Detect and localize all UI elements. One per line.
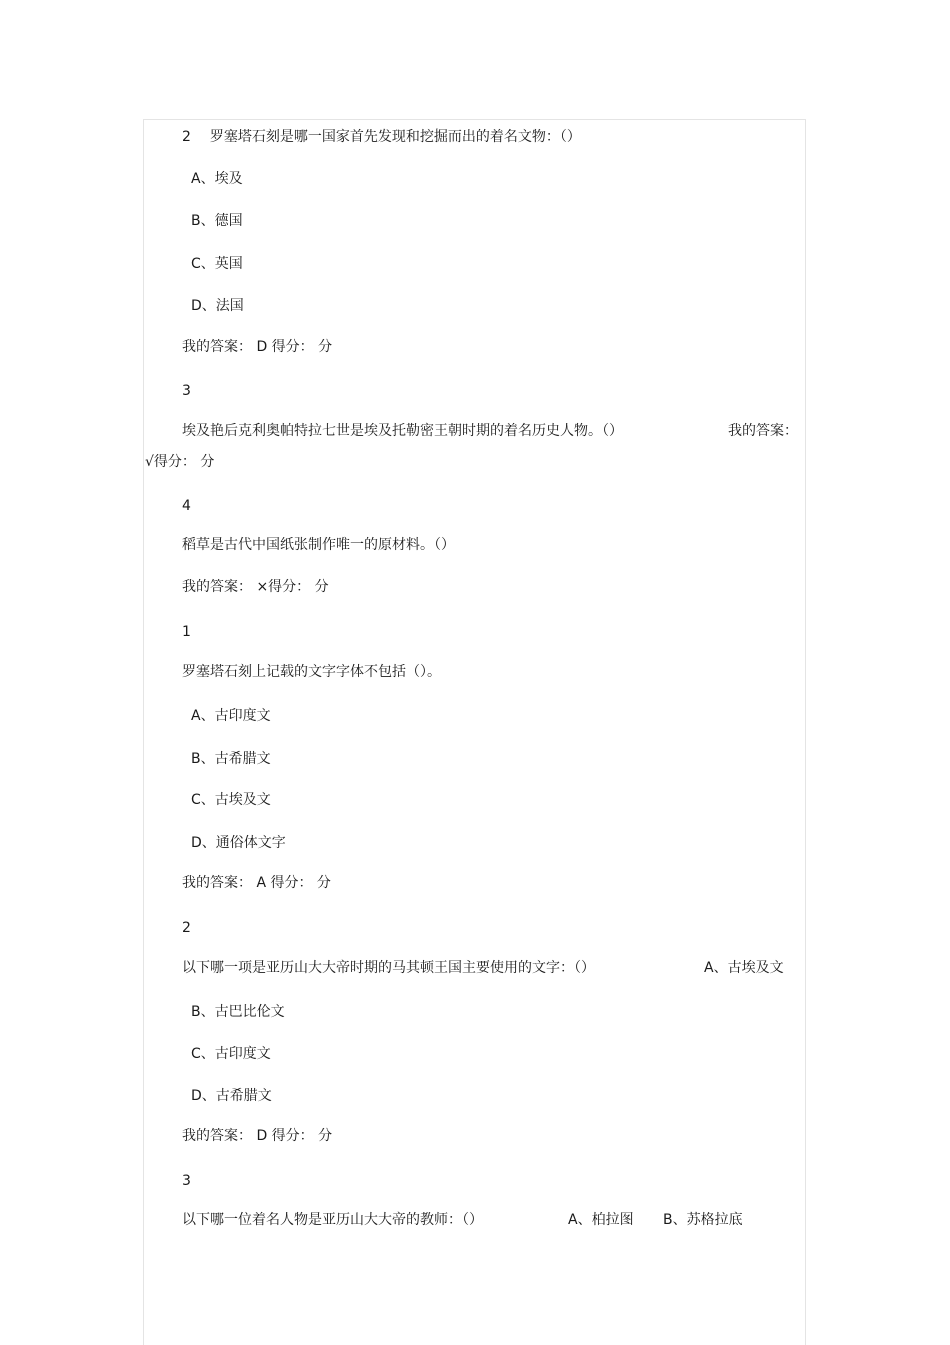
question-number: 1 — [182, 624, 191, 640]
option-c: C、古印度文 — [191, 1046, 271, 1062]
answer-line: √得分： 分 — [145, 454, 215, 470]
option-b: B、苏格拉底 — [663, 1212, 743, 1228]
option-d: D、通俗体文字 — [191, 835, 286, 851]
option-a: A、古印度文 — [191, 708, 271, 724]
option-a: A、古埃及文 — [704, 960, 784, 976]
answer-line: 我的答案： D 得分： 分 — [182, 1128, 333, 1144]
option-c: C、英国 — [191, 256, 243, 272]
question-number: 2 — [182, 920, 191, 936]
option-d: D、法国 — [191, 298, 244, 314]
question-text: 以下哪一位着名人物是亚历山大大帝的教师：（） — [182, 1212, 483, 1228]
option-b: B、古巴比伦文 — [191, 1004, 285, 1020]
question-number: 4 — [182, 498, 191, 514]
question-line — [182, 128, 581, 146]
answer-line: 我的答案： A 得分： 分 — [182, 875, 331, 891]
question-number: 3 — [182, 1173, 191, 1189]
option-d: D、古希腊文 — [191, 1088, 272, 1104]
option-b: B、古希腊文 — [191, 751, 271, 767]
option-a: A、埃及 — [191, 171, 243, 187]
option-a: A、柏拉图 — [568, 1212, 634, 1228]
question-number: 3 — [182, 383, 191, 399]
question-text: 罗塞塔石刻是哪一国家首先发现和挖掘而出的着名文物：（） — [209, 129, 581, 145]
question-text: 埃及艳后克利奥帕特拉七世是埃及托勒密王朝时期的着名历史人物。（） — [182, 423, 623, 439]
answer-label: 我的答案： — [728, 423, 798, 439]
option-c: C、古埃及文 — [191, 792, 271, 808]
answer-line: 我的答案： D 得分： 分 — [182, 339, 333, 355]
question-text: 稻草是古代中国纸张制作唯一的原材料。（） — [182, 537, 455, 553]
question-number: 2 — [182, 129, 191, 145]
question-text: 罗塞塔石刻上记载的文字字体不包括（）。 — [182, 664, 441, 680]
question-text: 以下哪一项是亚历山大大帝时期的马其顿王国主要使用的文字：（） — [182, 960, 595, 976]
answer-line: 我的答案： ×得分： 分 — [182, 579, 329, 595]
option-b: B、德国 — [191, 213, 243, 229]
